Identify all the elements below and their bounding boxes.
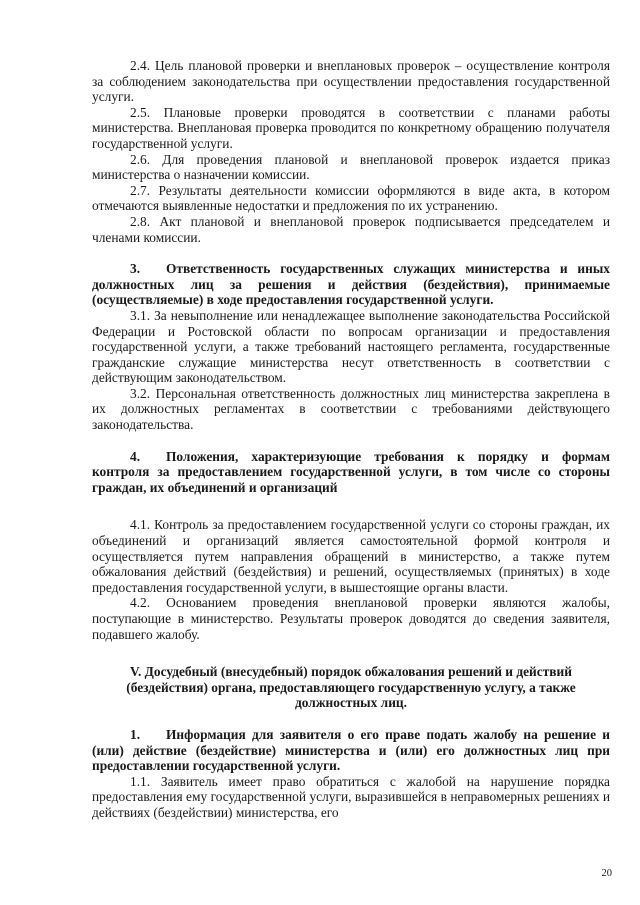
section-3-heading xyxy=(92,261,610,308)
section-5-1-title: Информация для заявителя о его праве подать жалобу на решение и (или) действие (бездействие) министерства и (или) его должностных лиц при предоставлении государственной услуги. xyxy=(92,726,610,774)
section-5-1-number: 1. xyxy=(130,726,141,742)
section-5-1-heading xyxy=(92,727,610,774)
paragraph-2-8: 2.8. Акт плановой и внеплановой проверок подписывается председателем и членами комиссии. xyxy=(92,213,610,245)
paragraph-2-5: 2.5. Плановые проверки проводятся в соответствии с планами работы министерства. Внеплановая проверка проводится по конкретному обращению получателя государственной услуги. xyxy=(92,104,610,151)
paragraph-2-6: 2.6. Для проведения плановой и внеплановой проверок издается приказ министерства о назначении комиссии. xyxy=(92,151,610,183)
paragraph-3-1: 3.1. За невыполнение или ненадлежащее выполнение законодательства Российской Федерации и Ростовской области по вопросам организации и предоставления государственной услуги, а также требований настоящего регламента, государственные гражданские служащие министерства несут ответственность в соответствии с действующим законодательством. xyxy=(92,307,610,386)
spacer xyxy=(92,495,610,517)
spacer xyxy=(92,245,610,261)
page-number: 20 xyxy=(601,868,612,879)
section-3-title: Ответственность государственных служащих министерства и иных должностных лиц за решения и действия (бездействия), принимаемые (осуществляемые) в ходе предоставления государственной услуги. xyxy=(92,261,610,308)
paragraph-4-2: 4.2. Основанием проведения внеплановой проверки являются жалобы, поступающие в министерство. Результаты проверок доводятся до сведения заявителя, подавшего жалобу. xyxy=(92,595,610,642)
section-5-heading: V. Досудебный (внесудебный) порядок обжалования решений и действий (бездействия) органа, предоставляющего государственную услугу, а также должностных лиц. xyxy=(126,664,576,711)
paragraph-2-4: 2.4. Цель плановой проверки и внеплановых проверок – осуществление контроля за соблюдением законодательства при осуществлении предоставления государственной услуги. xyxy=(92,58,610,105)
section-4-heading xyxy=(92,449,610,496)
section-4-number: 4. xyxy=(130,448,141,464)
spacer xyxy=(92,433,610,449)
paragraph-5-1-1: 1.1. Заявитель имеет право обратиться с жалобой на нарушение порядка предоставления ему государственной услуги, выразившейся в неправомерных решениях и действиях (бездействии) министерства, его xyxy=(92,773,610,820)
document-body xyxy=(92,58,610,821)
paragraph-2-7: 2.7. Результаты деятельности комиссии оформляются в виде акта, в котором отмечаются выявленные недостатки и предложения по их устранению. xyxy=(92,182,610,214)
section-3-number: 3. xyxy=(130,261,141,277)
paragraph-4-1: 4.1. Контроль за предоставлением государственной услуги со стороны граждан, их объединений и организаций является самостоятельной формой контроля и осуществляется путем направления обращений в министерство, а также путем обжалования действий (бездействия) и решений, осуществляемых (принятых) в ходе предоставления государственной услуги, в вышестоящие органы власти. xyxy=(92,517,610,595)
section-4-title: Положения, характеризующие требования к порядку и формам контроля за предоставлением государственной услуги, в том числе со стороны граждан, их объединений и организаций xyxy=(92,448,610,495)
paragraph-3-2: 3.2. Персональная ответственность должностных лиц министерства закреплена в их должностных регламентах в соответствии с требованиями действующего законодательства. xyxy=(92,385,610,433)
spacer xyxy=(92,642,610,664)
spacer xyxy=(92,711,610,727)
